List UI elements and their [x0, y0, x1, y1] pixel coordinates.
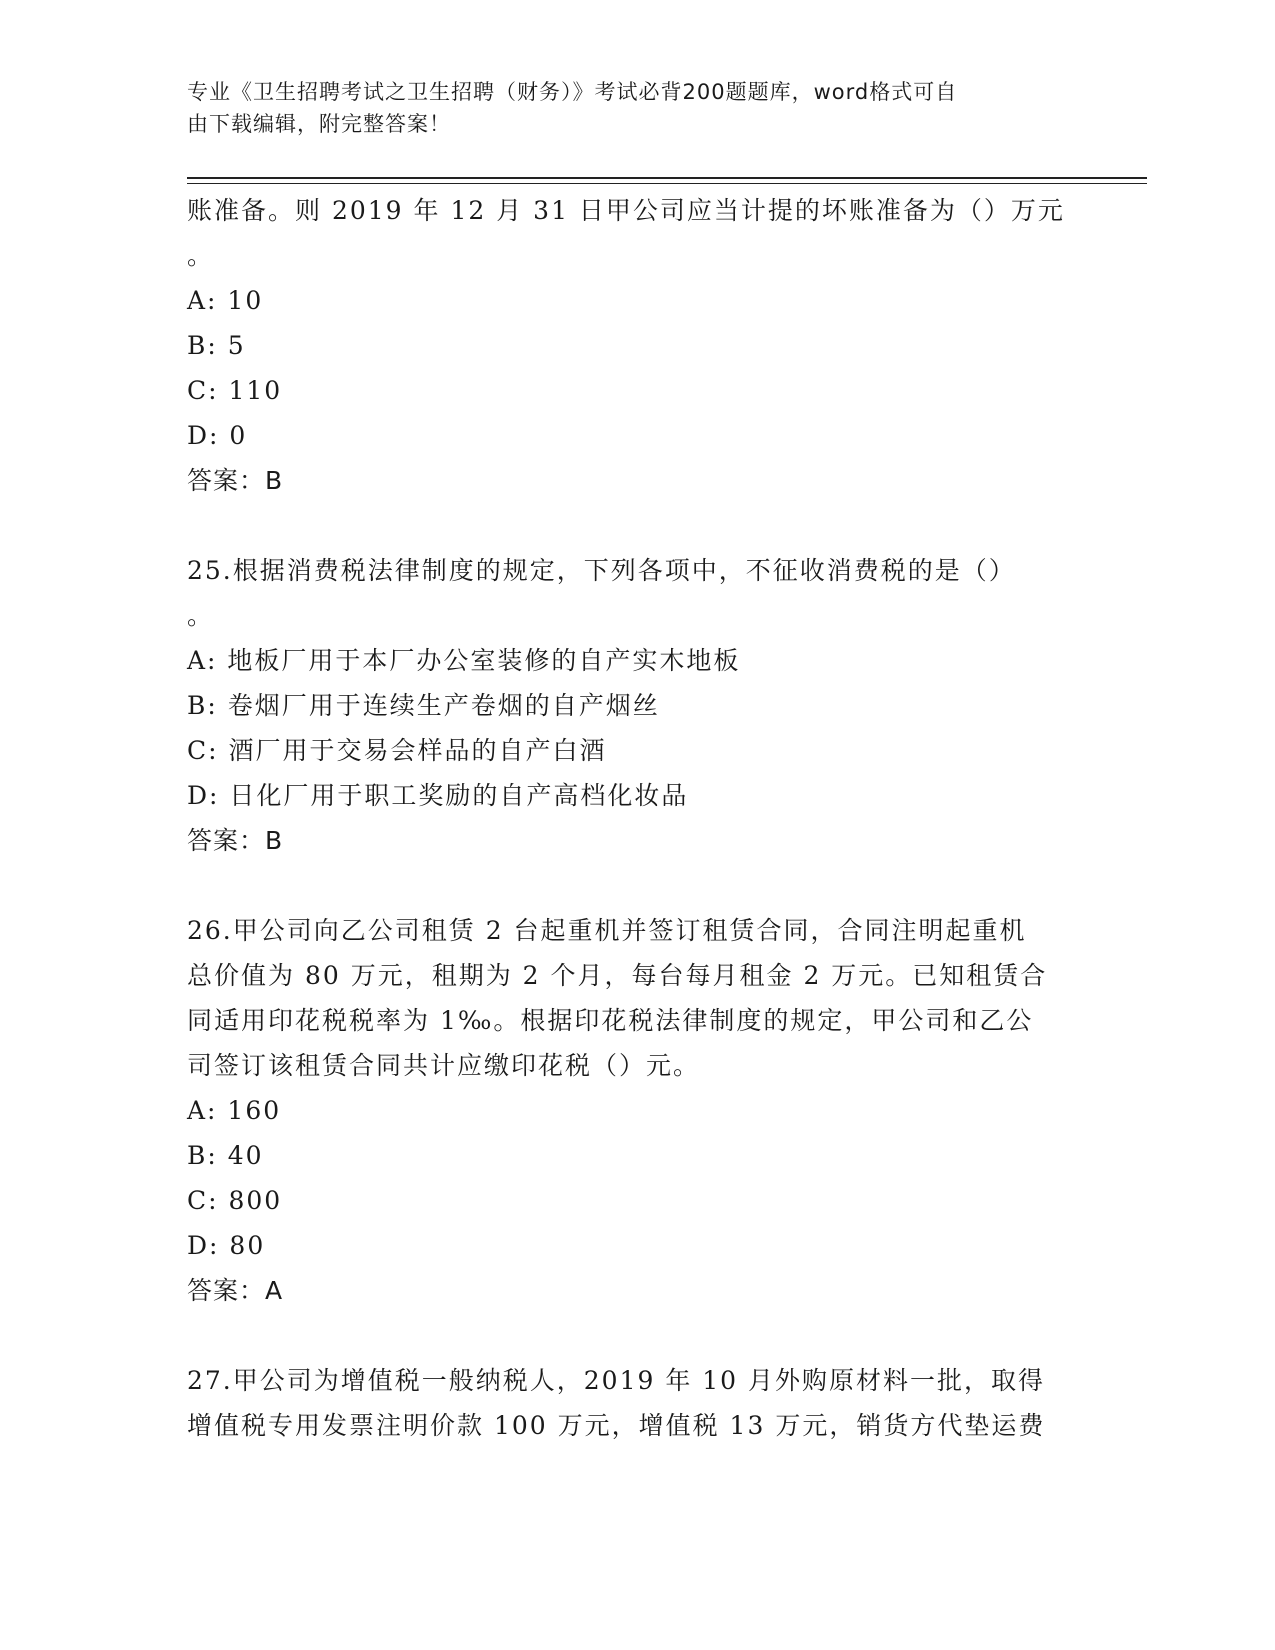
option-c: C: 110 — [187, 376, 283, 405]
question-stem-line: 。 — [187, 241, 215, 270]
header-line-2: 由下载编辑，附完整答案！ — [187, 112, 451, 136]
option-a: A: 160 — [187, 1096, 282, 1125]
question-26 — [187, 908, 1087, 1313]
option-d: D: 0 — [187, 421, 248, 450]
option-c: C: 酒厂用于交易会样品的自产白酒 — [187, 736, 607, 765]
option-b: B: 卷烟厂用于连续生产卷烟的自产烟丝 — [187, 691, 660, 720]
question-list — [187, 188, 1087, 1448]
option-d: D: 80 — [187, 1231, 266, 1260]
question-stem-line: 25.根据消费税法律制度的规定，下列各项中，不征收消费税的是（） — [187, 556, 1016, 585]
question-stem-line: 同适用印花税税率为 1‰。根据印花税法律制度的规定，甲公司和乙公 — [187, 1006, 1034, 1035]
option-a: A: 地板厂用于本厂办公室装修的自产实木地板 — [187, 646, 741, 675]
question-stem-line: 总价值为 80 万元，租期为 2 个月，每台每月租金 2 万元。已知租赁合 — [187, 961, 1048, 990]
option-d: D: 日化厂用于职工奖励的自产高档化妆品 — [187, 781, 689, 810]
option-b: B: 5 — [187, 331, 246, 360]
option-c: C: 800 — [187, 1186, 283, 1215]
question-24 — [187, 188, 1087, 503]
answer-label: 答案：B — [187, 466, 284, 495]
question-stem-line: 26.甲公司向乙公司租赁 2 台起重机并签订租赁合同，合同注明起重机 — [187, 916, 1027, 945]
option-a: A: 10 — [187, 286, 264, 315]
spacer — [187, 503, 1087, 548]
question-27 — [187, 1358, 1087, 1448]
question-stem-line: 。 — [187, 601, 215, 630]
question-stem-line: 27.甲公司为增值税一般纳税人，2019 年 10 月外购原材料一批，取得 — [187, 1366, 1046, 1395]
answer-label: 答案：A — [187, 1276, 284, 1305]
question-stem-line: 增值税专用发票注明价款 100 万元，增值税 13 万元，销货方代垫运费 — [187, 1411, 1046, 1440]
question-stem-line: 司签订该租赁合同共计应缴印花税（）元。 — [187, 1051, 701, 1080]
question-stem-line: 账准备。则 2019 年 12 月 31 日甲公司应当计提的坏账准备为（）万元 — [187, 196, 1065, 225]
document-header — [187, 76, 1087, 140]
header-rule-thick — [187, 177, 1147, 179]
spacer — [187, 1313, 1087, 1358]
header-rule-thin — [187, 183, 1147, 184]
header-line-1: 专业《卫生招聘考试之卫生招聘（财务）》考试必背200题题库，word格式可自 — [187, 80, 958, 104]
option-b: B: 40 — [187, 1141, 264, 1170]
question-25 — [187, 548, 1087, 863]
spacer — [187, 863, 1087, 908]
answer-label: 答案：B — [187, 826, 284, 855]
